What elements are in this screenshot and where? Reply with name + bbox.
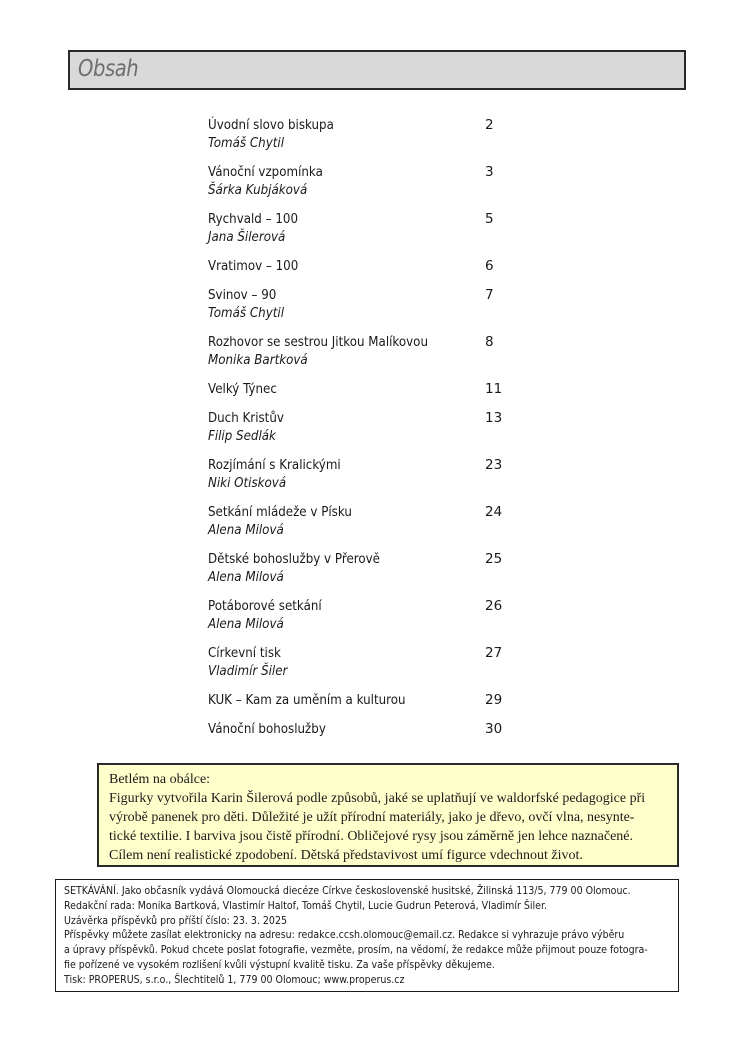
toc-entry-title: Svinov – 90 — [208, 287, 277, 303]
toc-entry-page: 30 — [485, 721, 503, 737]
section-header — [68, 50, 686, 90]
toc-entry[interactable] — [208, 597, 508, 633]
toc-entry-page: 11 — [485, 381, 503, 397]
toc-entry-page: 6 — [485, 258, 494, 274]
cover-note-box — [97, 763, 679, 867]
toc-entry-page: 29 — [485, 692, 503, 708]
imprint-box — [55, 879, 679, 992]
toc-entry-page: 8 — [485, 334, 494, 350]
page-title: Obsah — [78, 56, 139, 82]
toc-entry-title: Církevní tisk — [208, 645, 281, 661]
toc-entry-page: 25 — [485, 551, 503, 567]
toc-entry-author: Šárka Kubjáková — [208, 182, 308, 198]
toc-entry-page: 7 — [485, 287, 494, 303]
toc-entry-author: Tomáš Chytil — [208, 305, 284, 321]
imprint-line: a úpravy příspěvků. Pokud chcete poslat fotografie, vezměte, prosím, na vědomí, že redakce může přijmout pouze fotogra- — [64, 943, 648, 957]
toc-entry-title: Úvodní slovo biskupa — [208, 117, 334, 133]
toc-entry-title: Potáborové setkání — [208, 598, 322, 614]
toc-entry-author: Alena Milová — [208, 569, 284, 585]
toc-entry-page: 27 — [485, 645, 503, 661]
toc-entry[interactable] — [208, 333, 508, 369]
toc-entry[interactable] — [208, 163, 508, 199]
imprint-line: Uzávěrka příspěvků pro příští číslo: 23. 3. 2025 — [64, 913, 287, 927]
toc-entry-page: 3 — [485, 164, 494, 180]
toc-entry[interactable] — [208, 210, 508, 246]
cover-note-line: tické textilie. I barviva jsou čistě přírodní. Obličejové rysy jsou záměrně jen lehce naznačené. — [109, 829, 634, 844]
toc-entry-title: Rozjímání s Kralickými — [208, 457, 341, 473]
toc-entry-author: Vladimír Šiler — [208, 663, 288, 679]
toc-entry[interactable] — [208, 380, 508, 398]
toc-entry-author: Filip Sedlák — [208, 428, 276, 444]
toc-entry-title: Velký Týnec — [208, 381, 277, 397]
cover-note-line: Figurky vytvořila Karin Šilerová podle způsobů, jaké se uplatňují ve waldorfské pedagogice při — [109, 791, 646, 806]
toc-entry-author: Niki Otisková — [208, 475, 287, 491]
cover-note-line: Cílem není realistické zpodobení. Dětská představivost umí figurce vdechnout život. — [109, 848, 583, 863]
toc-entry-title: Rychvald – 100 — [208, 211, 299, 227]
toc-entry[interactable] — [208, 286, 508, 322]
toc-entry-author: Jana Šilerová — [208, 229, 286, 245]
table-of-contents — [208, 116, 508, 749]
toc-entry[interactable] — [208, 116, 508, 152]
toc-entry-author: Tomáš Chytil — [208, 135, 284, 151]
toc-entry-page: 13 — [485, 410, 503, 426]
toc-entry-title: Dětské bohoslužby v Přerově — [208, 551, 380, 567]
toc-entry-title: Setkání mládeže v Písku — [208, 504, 352, 520]
cover-note-heading: Betlém na obálce: — [109, 772, 211, 787]
toc-entry-page: 2 — [485, 117, 494, 133]
toc-entry[interactable] — [208, 409, 508, 445]
toc-entry-title: Vánoční vzpomínka — [208, 164, 323, 180]
toc-entry-title: Rozhovor se sestrou Jitkou Malíkovou — [208, 334, 428, 350]
toc-entry[interactable] — [208, 456, 508, 492]
toc-entry-author: Alena Milová — [208, 616, 284, 632]
imprint-line: SETKÁVÁNÍ. Jako občasník vydává Olomoucká diecéze Církve československé husitské, Žilinská 113/5, 779 00 Olomouc. — [64, 884, 631, 897]
imprint-line: Příspěvky můžete zasílat elektronicky na adresu: redakce.ccsh.olomouc@email.cz. Redakce si vyhrazuje právo výběru — [64, 928, 625, 942]
imprint-line: fie pořízené ve vysokém rozlišení kvůli výstupní kvalitě tisku. Za vaše příspěvky děkujeme. — [64, 957, 495, 971]
toc-entry[interactable] — [208, 550, 508, 586]
imprint-line: Redakční rada: Monika Bartková, Vlastimír Haltof, Tomáš Chytil, Lucie Gudrun Peterová, Vladimír Šiler. — [64, 898, 547, 912]
toc-entry-page: 23 — [485, 457, 503, 473]
toc-entry-author: Alena Milová — [208, 522, 284, 538]
toc-entry-page: 5 — [485, 211, 494, 227]
toc-entry-page: 24 — [485, 504, 503, 520]
toc-entry-author: Monika Bartková — [208, 352, 308, 368]
toc-entry-title: Vánoční bohoslužby — [208, 721, 326, 737]
toc-entry[interactable] — [208, 691, 508, 709]
toc-entry-title: Vratimov – 100 — [208, 258, 299, 274]
toc-entry-page: 26 — [485, 598, 503, 614]
imprint-line: Tisk: PROPERUS, s.r.o., Šlechtitelů 1, 779 00 Olomouc; www.properus.cz — [64, 972, 405, 986]
toc-entry[interactable] — [208, 720, 508, 738]
toc-entry-title: Duch Kristův — [208, 410, 284, 426]
toc-entry[interactable] — [208, 503, 508, 539]
toc-entry[interactable] — [208, 644, 508, 680]
toc-entry[interactable] — [208, 257, 508, 275]
cover-note-line: výrobě panenek pro děti. Důležité je užít přírodní materiály, jako je dřevo, ovčí vlna, nesynte- — [109, 810, 635, 825]
toc-entry-title: KUK – Kam za uměním a kulturou — [208, 692, 406, 708]
